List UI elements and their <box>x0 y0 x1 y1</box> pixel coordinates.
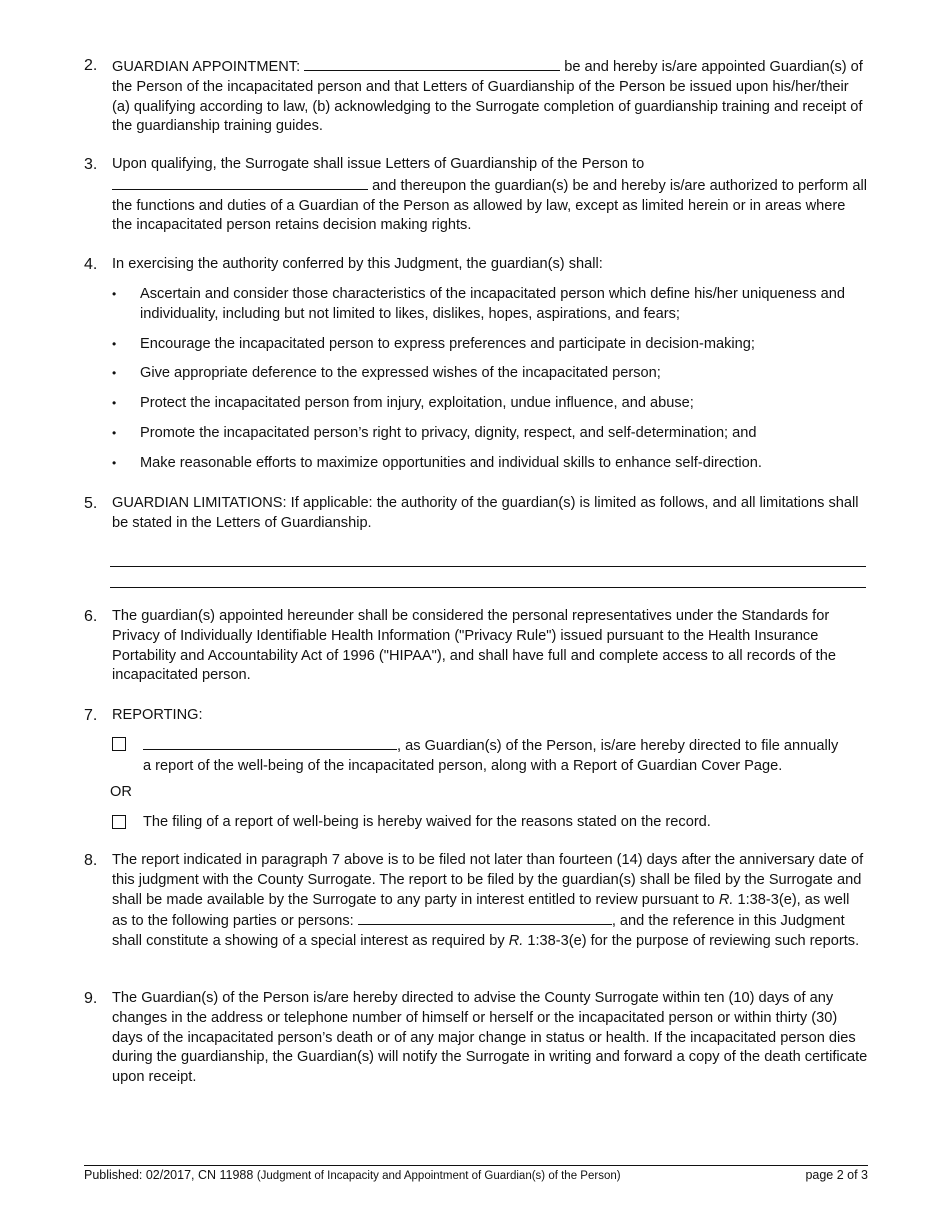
bullet-icon: • <box>112 396 117 411</box>
reporting-option-waived <box>112 813 872 833</box>
authority-intro: In exercising the authority conferred by this Judgment, the guardian(s) shall: <box>112 256 603 272</box>
authorization-line-tail: and thereupon the guardian(s) be and hereby is/are authorized to <box>372 177 794 194</box>
letters-recipient-blank[interactable] <box>112 175 368 190</box>
parties-blank[interactable] <box>358 910 612 925</box>
reporting-guardian-blank[interactable] <box>143 735 397 750</box>
paragraph-9 <box>84 989 868 1088</box>
paragraph-number: 8. <box>84 852 98 869</box>
paragraph-5 <box>84 494 868 534</box>
paragraph-number: 2. <box>84 57 98 74</box>
annual-report-line1: , as Guardian(s) of the Person, is/are hereby directed to file annually <box>397 738 839 754</box>
or-separator: OR <box>110 784 132 800</box>
report-filing-text: The report indicated in paragraph 7 above is to be filed not later than fourteen (14) days after the anniversary date of this judgment with the County Surrogate. The report to be filed by the guardian(s) shall be filed by the Surrogate and shall be made available by the Surrogate to any party in interest entitled to review pursuant to <box>112 852 864 908</box>
rule-reference: R. <box>508 933 524 950</box>
paragraph-3 <box>84 155 868 236</box>
list-item: • Protect the incapacitated person from injury, exploitation, undue influence, and abuse; <box>112 394 872 414</box>
waive-report-text: The filing of a report of well-being is hereby waived for the reasons stated on the record. <box>143 814 711 830</box>
paragraph-number: 7. <box>84 707 98 724</box>
list-item: • Promote the incapacitated person’s right to privacy, dignity, respect, and self-determination; and <box>112 424 872 444</box>
paragraph-8 <box>84 851 868 952</box>
paragraph-number: 5. <box>84 495 98 512</box>
reporting-option-annual <box>112 735 872 777</box>
limitations-text: the authority of the guardian(s) is limited as follows, and all limitations shall be stated in the Letters of Guardianship. <box>112 495 859 531</box>
publication-info: Published: 02/2017, CN 11988 <box>84 1168 254 1182</box>
guardian-limitations-label: GUARDIAN LIMITATIONS: <box>112 495 287 511</box>
bullet-icon: • <box>112 455 117 470</box>
review-purpose-text: 1:38-3(e) for the purpose of reviewing such reports. <box>527 933 860 950</box>
if-applicable-qualifier: If applicable: <box>290 495 373 511</box>
paragraph-6 <box>84 607 868 686</box>
appointment-line1-tail: be and hereby is/are appointed <box>564 59 766 75</box>
list-item: • Encourage the incapacitated person to express preferences and participate in decision-making; <box>112 335 872 355</box>
paragraph-7 <box>84 706 868 726</box>
waive-report-checkbox[interactable] <box>112 815 126 829</box>
paragraph-number: 3. <box>84 156 98 173</box>
appointment-text: Guardian(s) of the Person of the incapacitated person and that Letters of Guardianship of the Person be issued upon his/her/their (a) qualifying according to law, (b) acknowledging to the Surrogate completion of guardianship training and receipt of the guardianship training guides. <box>112 59 863 135</box>
rule-reference: R. <box>718 891 734 908</box>
reporting-label: REPORTING: <box>112 707 203 723</box>
page-footer <box>84 1168 868 1184</box>
notification-text: The Guardian(s) of the Person is/are hereby directed to advise the County Surrogate within ten (10) days of any changes in the address or telephone number of himself or herself or the incapacitated person or within thirty (30) days of the incapacitated person’s death or of any major change in status or health. If the incapacitated person dies during the guardianship, the Guardian(s) will notify the Surrogate in writing and forward a copy of the death certificate upon receipt. <box>112 990 868 1086</box>
page-number: page 2 of 3 <box>805 1168 868 1182</box>
list-item: • Make reasonable efforts to maximize opportunities and individual skills to enhance self-direction. <box>112 454 872 474</box>
limitations-line-1[interactable] <box>110 566 866 567</box>
bullet-icon: • <box>112 287 117 301</box>
list-item: • Ascertain and consider those characteristics of the incapacitated person which define his/her uniqueness and individuality, including but not limited to likes, dislikes, hopes, aspirations, and fears; <box>112 286 845 322</box>
annual-report-checkbox[interactable] <box>112 737 126 751</box>
paragraph-4 <box>84 255 868 275</box>
special-interest-text: , and the reference in this Judgment shall constitute a showing of a special interest as required by <box>112 913 845 950</box>
hipaa-text: The guardian(s) appointed hereunder shall be considered the personal representatives under the Standards for Privacy of Individually Identifiable Health Information ("Privacy Rule") issued pursuant to the Health Insurance Portability and Accountability Act of 1996 ("HIPAA"), and shall have full and complete access to all records of the incapacitated person. <box>112 608 836 684</box>
paragraph-number: 6. <box>84 608 98 625</box>
bullet-icon: • <box>112 425 117 440</box>
guardian-name-blank[interactable] <box>304 56 560 71</box>
report-parties-text: 1:38-3(e), as well as to the following parties or persons: <box>112 891 850 930</box>
list-item: • Give appropriate deference to the expressed wishes of the incapacitated person; <box>112 364 872 384</box>
bullet-icon: • <box>112 366 117 381</box>
guardian-duties-list <box>112 285 872 484</box>
paragraph-2 <box>84 56 868 137</box>
letters-issue-line: Upon qualifying, the Surrogate shall issue Letters of Guardianship of the Person to <box>112 156 645 172</box>
paragraph-number: 4. <box>84 256 98 273</box>
limitations-line-2[interactable] <box>110 587 866 588</box>
annual-report-line2: a report of the well-being of the incapacitated person, along with a Report of Guardian Cover Page. <box>143 757 783 774</box>
paragraph-number: 9. <box>84 990 98 1007</box>
form-title: (Judgment of Incapacity and Appointment of Guardian(s) of the Person) <box>256 1170 621 1182</box>
guardian-appointment-label: GUARDIAN APPOINTMENT: <box>112 59 301 75</box>
authorization-text: perform all the functions and duties of a Guardian of the Person as allowed by law, except as limited herein or in areas where the incapacitated person retains decision making rights. <box>112 177 867 234</box>
bullet-icon: • <box>112 336 117 351</box>
footer-divider <box>84 1165 868 1166</box>
